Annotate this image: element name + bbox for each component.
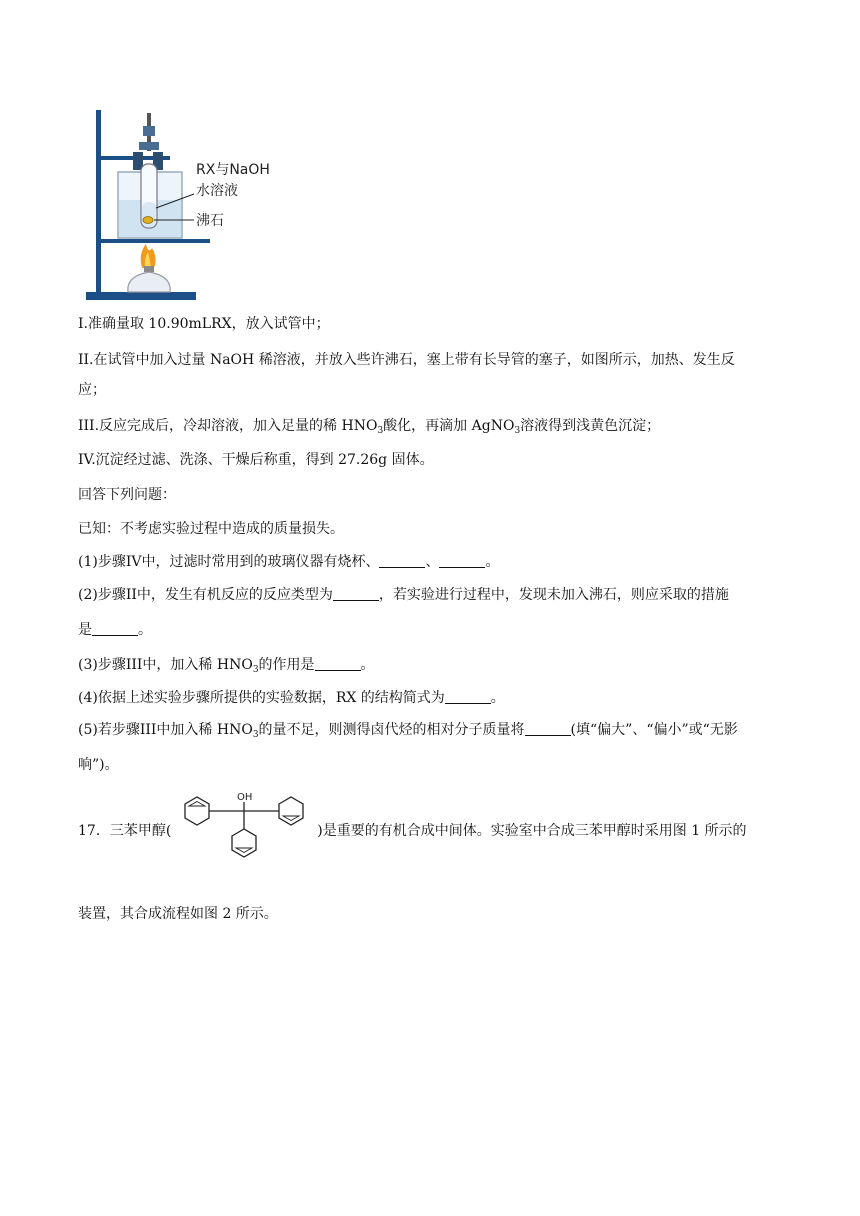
answer-blank: [333, 586, 379, 601]
question-3: (3)步骤III中，加入稀 $HNO_3$的作用是 。: [78, 657, 375, 675]
known-text: 已知：不考虑实验过程中造成的质量损失。: [78, 521, 344, 537]
question-2: (2)步骤II中，发生有机反应的反应类型为 ，若实验进行过程中，发现未加入沸石，则应采取的措施: [78, 587, 729, 603]
alcohol-lamp: [128, 272, 170, 292]
step-4: IV.沉淀经过滤、洗涤、干燥后称重，得到 27.26g 固体。: [78, 452, 434, 468]
question-17: 17．三苯甲醇( OH )是重要的有机合成中间体。实验室中合成三苯甲醇时采用图 1 所示的: [78, 788, 798, 874]
formula-hno3: $HNO_3$: [216, 657, 259, 675]
stand-base: [86, 292, 196, 300]
formula-agno3: AgNO$_3$: [471, 418, 521, 436]
stand-rod: [96, 110, 101, 294]
label-solution: 水溶液: [196, 183, 238, 199]
answer-blank: [315, 656, 361, 671]
prompt-text: 回答下列问题：: [78, 487, 176, 503]
label-rx-naoh: RX与NaOH: [196, 162, 270, 178]
step-2: II.在试管中加入过量 NaOH 稀溶液，并放入些许沸石，塞上带有长导管的塞子，如图所示，加热、发生反: [78, 352, 735, 368]
apparatus-figure: [78, 108, 298, 304]
boiling-stone: [143, 217, 153, 224]
label-boiling-stone: 沸石: [196, 213, 224, 229]
step-2-cont: 应；: [78, 382, 106, 398]
question-1: (1)步骤IV中，过滤时常用到的玻璃仪器有烧杯、 、 。: [78, 554, 500, 570]
answer-blank: [92, 621, 138, 636]
answer-blank: [525, 721, 571, 736]
formula-hno3: $HNO_3$: [216, 722, 259, 740]
question-5-cont: 响”)。: [78, 757, 119, 773]
question-17-cont: 装置，其合成流程如图 2 所示。: [78, 906, 278, 922]
step-1: I.准确量取 10.90mLRX，放入试管中；: [78, 316, 330, 332]
question-2-cont: 是 。: [78, 622, 152, 638]
answer-blank: [445, 689, 491, 704]
question-5: (5)若步骤III中加入稀 $HNO_3$的量不足，则测得卤代烃的相对分子质量将 (填“偏大”、“偏小”或“无影: [78, 722, 738, 740]
question-4: (4)依据上述实验步骤所提供的实验数据，RX 的结构简式为 。: [78, 690, 505, 706]
answer-blank: [439, 553, 485, 568]
answer-blank: [379, 553, 425, 568]
step-3: III.反应完成后，冷却溶液，加入足量的稀 $HNO_3$酸化，再滴加 AgNO$_3$溶液得到浅黄色沉淀；: [78, 418, 661, 436]
triphenylmethanol-structure: [173, 790, 315, 872]
formula-hno3: $HNO_3$: [341, 418, 384, 436]
ring-support: [100, 239, 210, 243]
oh-label: OH: [237, 792, 253, 803]
